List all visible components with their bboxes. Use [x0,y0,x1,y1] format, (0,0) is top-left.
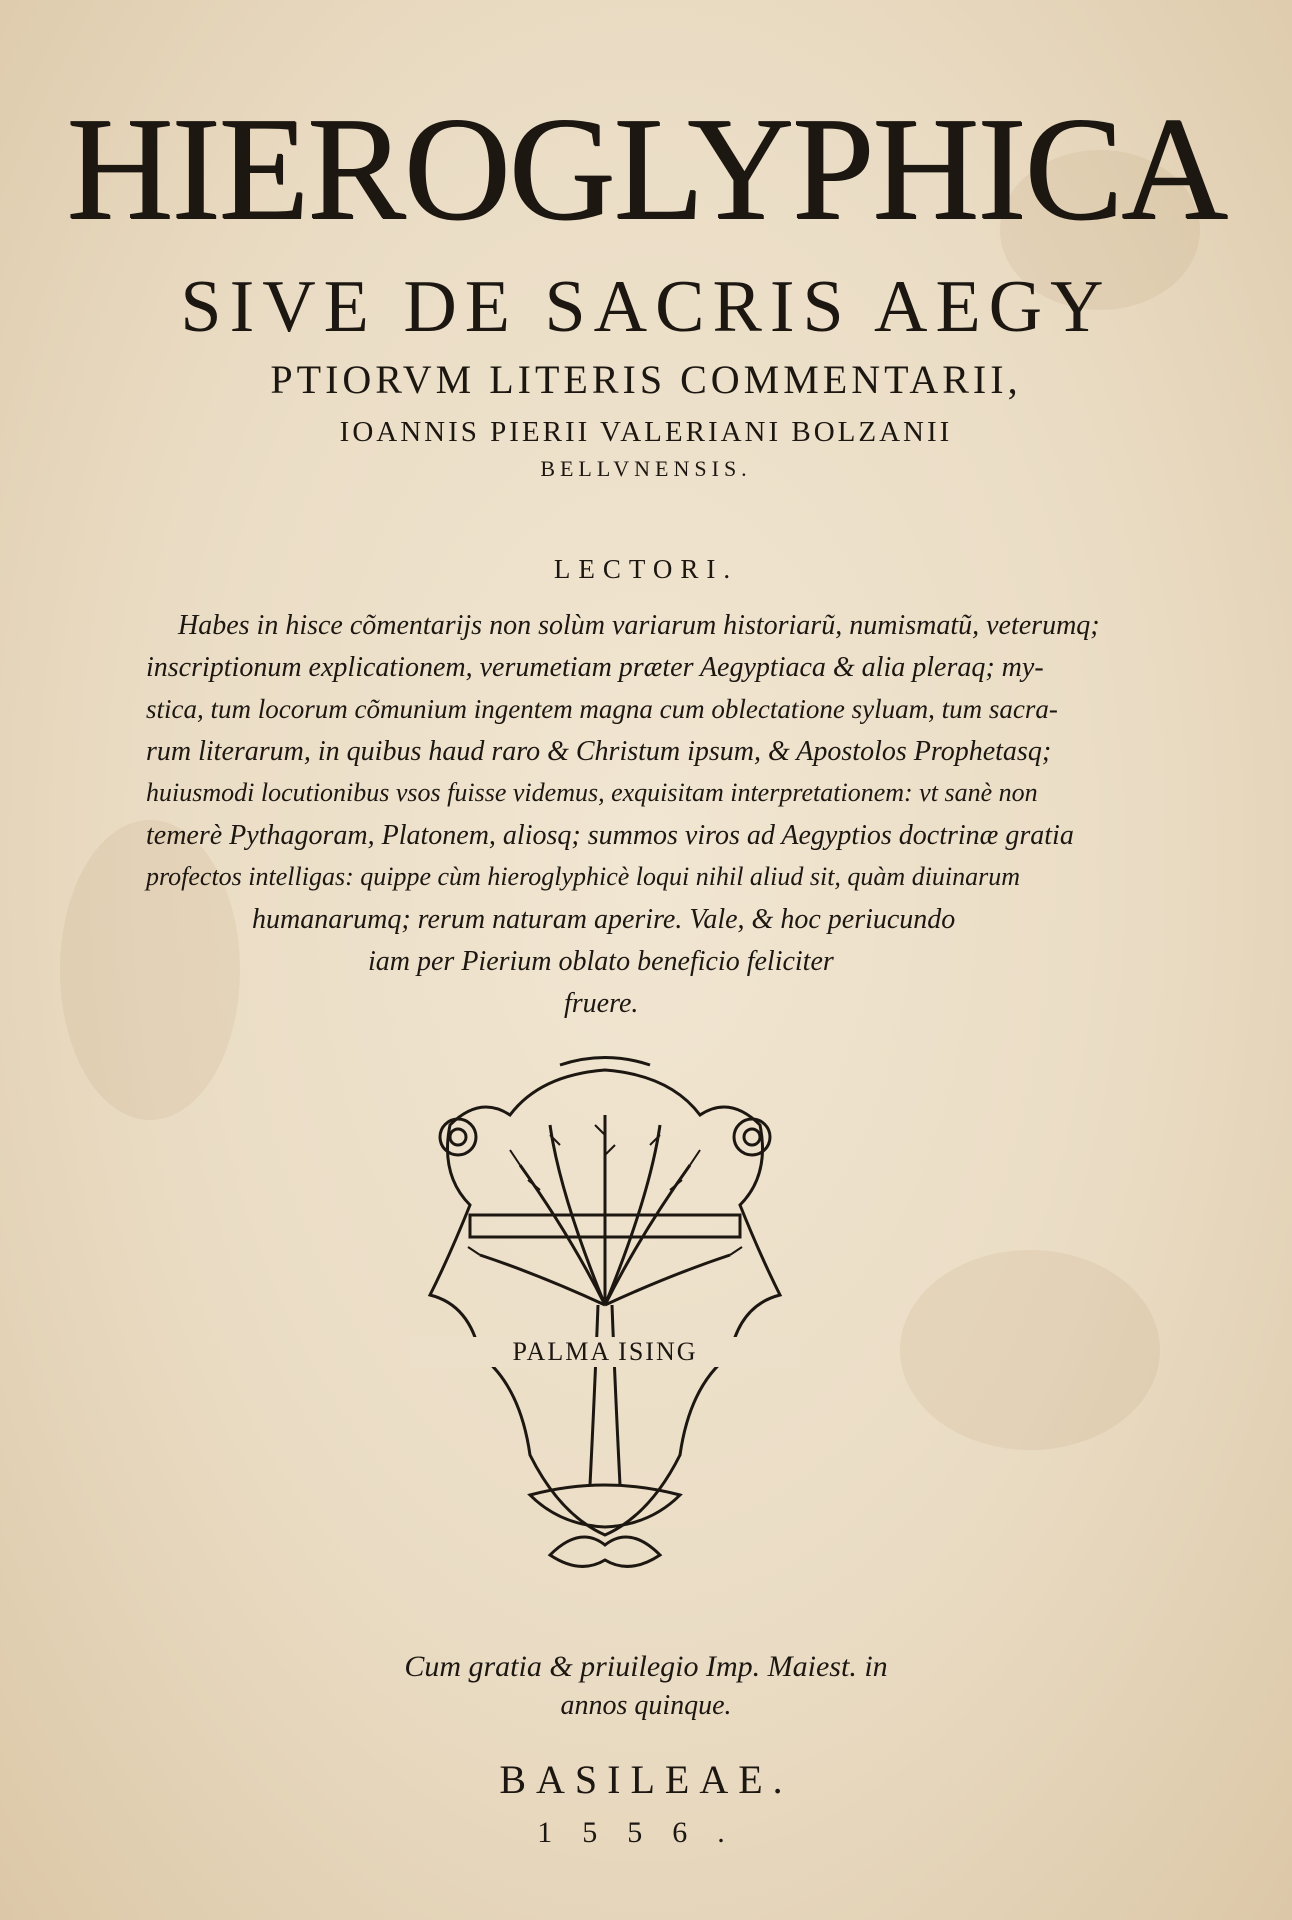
palm-tree-device-icon [410,1055,800,1585]
main-title: HIEROGLYPHICA [66,87,1226,251]
privilege-line-1: Cum gratia & priuilegio Imp. Maiest. in [404,1650,888,1683]
preface-line: humanarumq; rerum naturam aperire. Vale, & hoc periucundo [252,904,956,935]
preface-line: temerè Pythagoram, Platonem, aliosq; summos viros ad Aegyptios doctrinæ gratia [146,820,1074,851]
preface-line: fruere. [564,988,639,1019]
preface-line: iam per Pierium oblato beneficio feliciter [368,946,834,977]
preface-line: rum literarum, in quibus haud raro & Christum ipsum, & Apostolos Prophetasq; [146,736,1052,767]
imprint-year: 1556. [537,1816,755,1849]
subtitle-line-1: SIVE DE SACRIS AEGY [180,266,1112,348]
subtitle-line-2: PTIORVM LITERIS COMMENTARII, [270,357,1022,402]
preface-line: inscriptionum explicationem, verumetiam præter Aegyptiaca & alia pleraq; my- [146,652,1044,683]
preface-line: stica, tum locorum cõmunium ingentem magna cum oblectatione syluam, tum sacra- [146,694,1058,724]
imprint-place: BASILEAE. [499,1757,793,1802]
preface-heading: LECTORI. [553,554,739,584]
preface-line: profectos intelligas: quippe cùm hieroglyphicè loqui nihil aliud sit, quàm diuinarum [146,862,1021,891]
author-origin: BELLVNENSIS. [540,456,752,481]
printers-mark [410,1055,800,1585]
printers-motto: PALMA ISING [410,1337,800,1367]
privilege-line-2: annos quinque. [560,1690,732,1721]
author-line: IOANNIS PIERII VALERIANI BOLZANII [339,416,953,448]
preface-line: Habes in hisce cõmentarijs non solùm variarum historiarũ, numismatũ, veterumq; [178,610,1100,641]
preface-line: huiusmodi locutionibus vsos fuisse videmus, exquisitam interpretationem: vt sanè non [146,778,1038,807]
